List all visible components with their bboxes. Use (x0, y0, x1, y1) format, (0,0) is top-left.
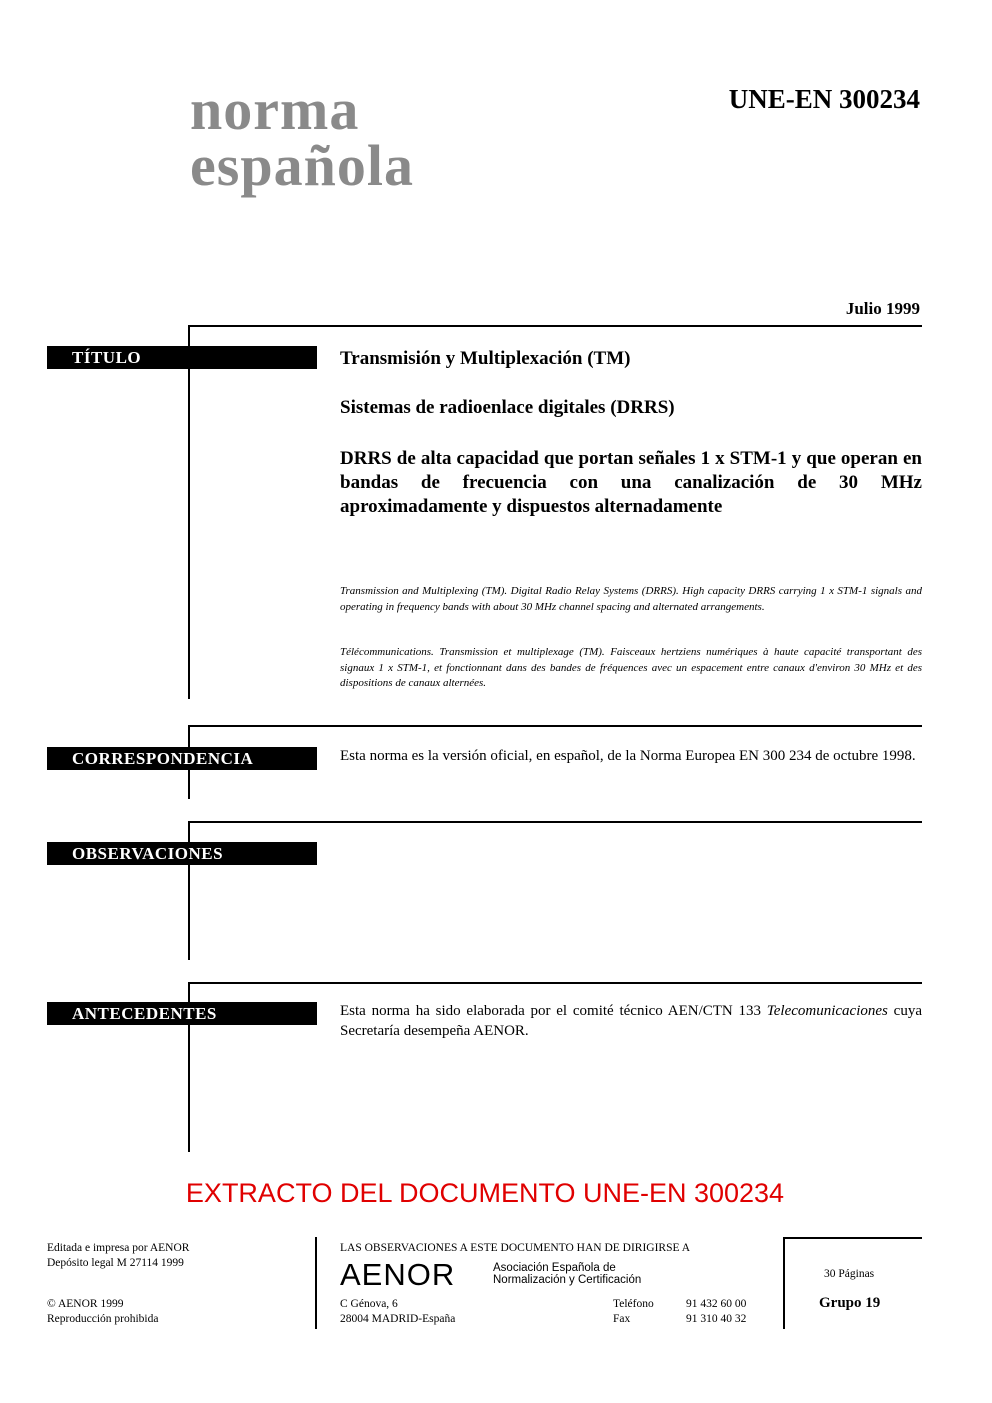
footer-fax-value: 91 310 40 32 (686, 1313, 747, 1325)
observaciones-top-rule (188, 821, 922, 823)
footer-address-line-2: 28004 MADRID-España (340, 1313, 456, 1325)
aenor-logo: AENOR (340, 1257, 456, 1292)
footer-reproduction: Reproducción prohibida (47, 1313, 159, 1325)
footer-observations-note: LAS OBSERVACIONES A ESTE DOCUMENTO HAN DE DIRIGIRSE A (340, 1242, 691, 1254)
footer-copyright: © AENOR 1999 (47, 1298, 124, 1310)
antecedentes-text-part-2: cuya Secretaría desempeña AENOR. (340, 1003, 922, 1039)
english-title: Transmission and Multiplexing (TM). Digital Radio Relay Systems (DRRS). High capacity DRRS carrying 1 x STM-1 signals and operating in frequency bands with about 30 MHz channel spacing and alternated arrangements. (340, 585, 922, 613)
publication-date: Julio 1999 (845, 299, 920, 318)
titulo-label: TÍTULO (47, 346, 317, 369)
antecedentes-text-part-1: Esta norma ha sido elaborada por el comité técnico AEN/CTN 133 (340, 1003, 767, 1019)
antecedentes-top-rule (188, 982, 922, 984)
correspondencia-label: CORRESPONDENCIA (47, 747, 317, 770)
titulo-side-rule (188, 325, 190, 699)
titulo-top-rule (188, 325, 922, 327)
title-line-3: DRRS de alta capacidad que portan señales 1 x STM-1 y que operan en bandas de frecuencia con una canalización de 30 MHz aproximadamente y dispuestos alternadamente (340, 448, 922, 517)
brand-line-1: norma (190, 77, 360, 142)
footer-address-line-1: C Génova, 6 (340, 1298, 398, 1310)
brand-line-2: española (190, 133, 414, 198)
title-line-2: Sistemas de radioenlace digitales (DRRS) (340, 397, 675, 418)
footer-edition-info (47, 1241, 189, 1271)
footer-phone-value: 91 432 60 00 (686, 1298, 747, 1310)
brand-wordmark (190, 77, 414, 198)
footer-phone-label: Teléfono (613, 1298, 654, 1310)
antecedentes-label: ANTECEDENTES (47, 1002, 317, 1025)
footer-edited: Editada e impresa por AENOR (47, 1242, 190, 1254)
price-group: Grupo 19 (819, 1295, 881, 1311)
footer-contact-labels (613, 1297, 654, 1327)
footer-copyright-info (47, 1297, 158, 1327)
correspondencia-top-rule (188, 725, 922, 727)
footer-fax-label: Fax (613, 1313, 631, 1325)
footer-address (340, 1297, 455, 1327)
footer-contact-values (686, 1297, 746, 1327)
footer-box-top-rule (783, 1237, 922, 1239)
french-title: Télécommunications. Transmission et multiplexage (TM). Faisceaux hertziens numériques à haute capacité transportant des signaux 1 x STM-1, et fonctionnant dans des bandes de fréquences avec un espacement entre canaux d'environ 30 MHz et des dispositions de canaux alternées. (340, 646, 922, 689)
footer-box-side-rule (783, 1237, 785, 1329)
footer-divider-left (315, 1237, 317, 1329)
extract-banner: EXTRACTO DEL DOCUMENTO UNE-EN 300234 (185, 1178, 785, 1208)
correspondencia-text: Esta norma es la versión oficial, en español, de la Norma Europea EN 300 234 de octubre 1998. (340, 748, 916, 764)
antecedentes-text (340, 1001, 922, 1041)
footer-deposit: Depósito legal M 27114 1999 (47, 1257, 184, 1269)
observaciones-label: OBSERVACIONES (47, 842, 317, 865)
page-count: 30 Páginas (824, 1268, 875, 1280)
aenor-full-line-1: Asociación Española de (493, 1262, 616, 1274)
document-number: UNE-EN 300234 (728, 84, 920, 114)
aenor-full-name (493, 1262, 641, 1286)
title-line-1: Transmisión y Multiplexación (TM) (340, 348, 631, 369)
aenor-full-line-2: Normalización y Certificación (493, 1274, 642, 1286)
antecedentes-committee-name: Telecomunicaciones (766, 1003, 888, 1019)
